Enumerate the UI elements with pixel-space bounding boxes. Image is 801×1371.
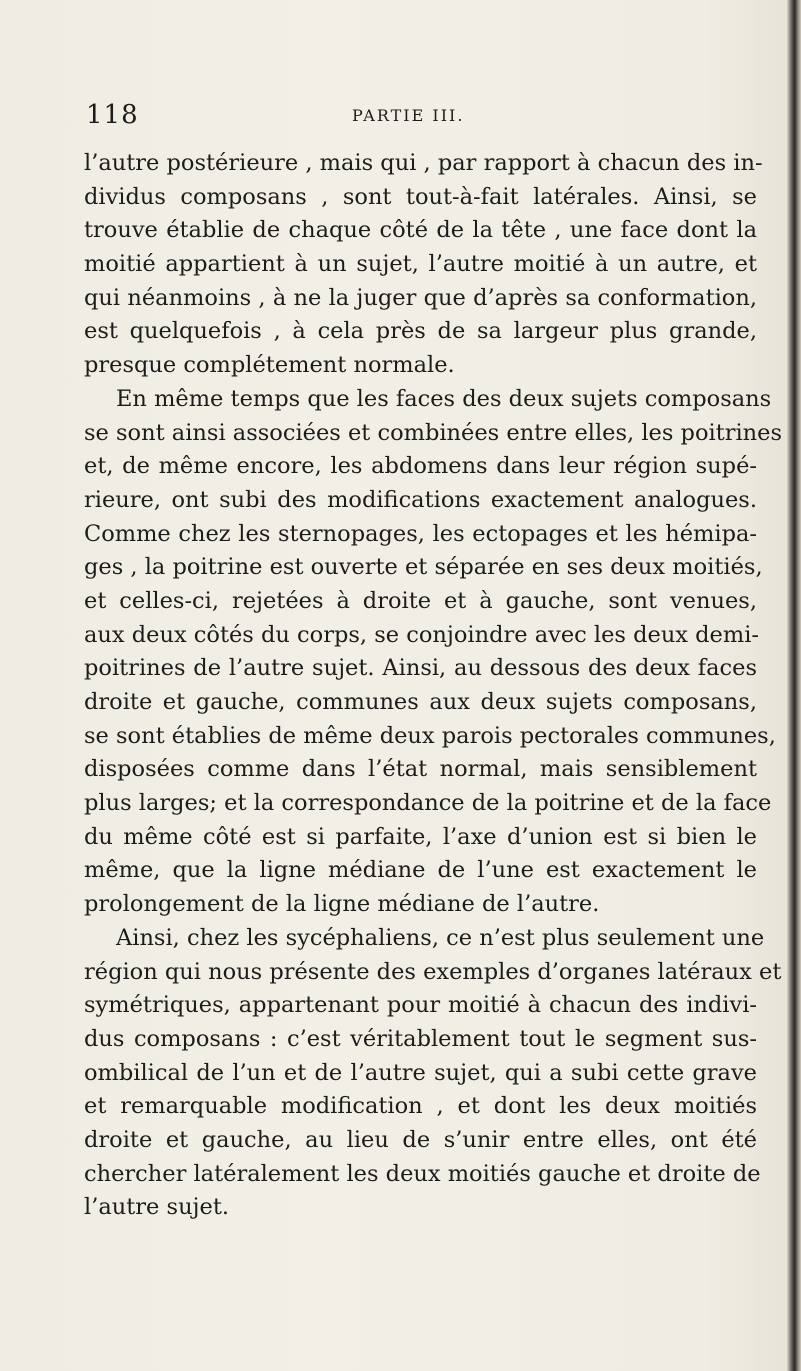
- text-line: ombilical de l’un et de l’autre sujet, qui a subi cette grave: [84, 1059, 757, 1086]
- text-line: et celles-ci, rejetées à droite et à gauche, sont venues,: [84, 587, 757, 614]
- text-line: chercher latéralement les deux moitiés gauche et droite de: [84, 1160, 761, 1187]
- text-line: l’autre postérieure , mais qui , par rapport à chacun des in-: [84, 150, 763, 176]
- text-line: symétriques, appartenant pour moitié à chacun des indivi-: [84, 992, 757, 1019]
- page-number: 118: [86, 100, 139, 130]
- text-line: l’autre sujet.: [84, 1194, 230, 1221]
- text-line: est quelquefois , à cela près de sa largeur plus grande,: [84, 318, 757, 345]
- text-line: du même côté est si parfaite, l’axe d’union est si bien le: [84, 823, 757, 850]
- text-line: droite et gauche, au lieu de s’unir entre elles, ont été: [84, 1126, 757, 1153]
- page-header: [86, 100, 756, 136]
- text-line: poitrines de l’autre sujet. Ainsi, au dessous des deux faces: [84, 655, 757, 682]
- text-line: se sont établies de même deux parois pectorales communes,: [84, 722, 776, 749]
- text-line: disposées comme dans l’état normal, mais sensiblement: [84, 756, 757, 783]
- text-line: Comme chez les sternopages, les ectopages et les hémipa-: [84, 520, 757, 547]
- text-line: qui néanmoins , à ne la juger que d’après sa conformation,: [84, 284, 757, 311]
- text-line: et remarquable modification , et dont les deux moitiés: [84, 1093, 757, 1120]
- text-line: se sont ainsi associées et combinées entre elles, les poitrines: [84, 419, 783, 446]
- text-line: aux deux côtés du corps, se conjoindre avec les deux demi-: [84, 621, 759, 648]
- text-line: dus composans : c’est véritablement tout le segment sus-: [84, 1025, 757, 1052]
- text-line: région qui nous présente des exemples d’organes latéraux et: [84, 958, 782, 985]
- text-line: prolongement de la ligne médiane de l’autre.: [84, 891, 600, 918]
- text-line: rieure, ont subi des modifications exactement analogues.: [84, 486, 757, 513]
- page-edge-shadow: [787, 0, 801, 1371]
- body-text: [84, 147, 783, 1225]
- text-line: même, que la ligne médiane de l’une est exactement le: [84, 857, 757, 884]
- paragraph-start-line: En même temps que les faces des deux sujets composans: [116, 385, 772, 412]
- running-head: PARTIE III.: [352, 106, 465, 125]
- text-line: dividus composans , sont tout-à-fait latérales. Ainsi, se: [84, 183, 757, 210]
- text-line: plus larges; et la correspondance de la poitrine et de la face: [84, 790, 772, 817]
- text-line: moitié appartient à un sujet, l’autre moitié à un autre, et: [84, 251, 757, 278]
- paragraph-start-line: Ainsi, chez les sycéphaliens, ce n’est plus seulement une: [116, 924, 765, 951]
- text-line: trouve établie de chaque côté de la tête , une face dont la: [84, 217, 757, 244]
- text-line: et, de même encore, les abdomens dans leur région supé-: [84, 453, 757, 480]
- text-line: ges , la poitrine est ouverte et séparée en ses deux moitiés,: [84, 554, 763, 581]
- text-line: presque complétement normale.: [84, 352, 455, 379]
- text-line: droite et gauche, communes aux deux sujets composans,: [84, 689, 757, 715]
